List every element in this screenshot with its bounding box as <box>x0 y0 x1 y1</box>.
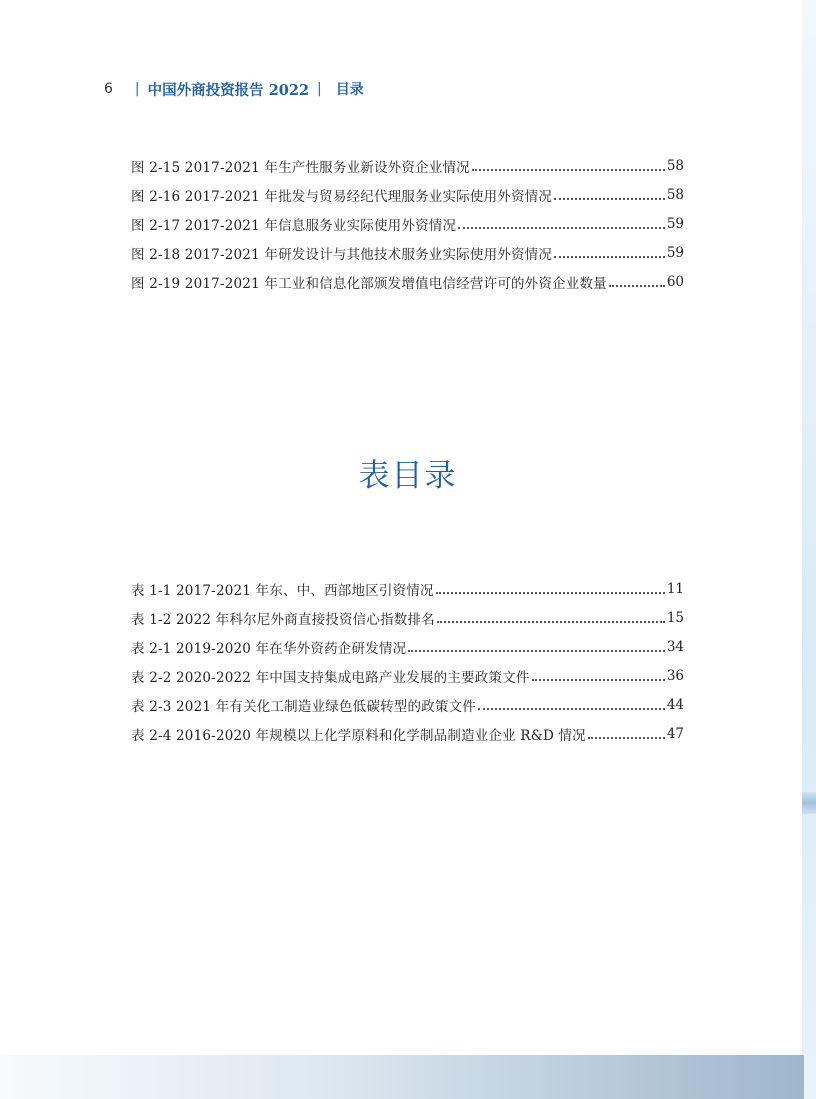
toc-entry-page: 34 <box>666 638 684 655</box>
toc-entry-page: 11 <box>666 580 684 597</box>
toc-entry-page: 58 <box>666 157 684 174</box>
toc-entry-label: 表 2-4 2016-2020 年规模以上化学原料和化学制品制造业企业 R&D 情况 <box>131 727 586 744</box>
toc-entry[interactable] <box>131 180 684 209</box>
toc-leader-dots <box>478 708 665 710</box>
toc-leader-dots <box>472 169 665 171</box>
section-title: 目录 <box>335 82 364 98</box>
toc-leader-dots <box>532 679 665 681</box>
toc-entry-label: 表 2-2 2020-2022 年中国支持集成电路产业发展的主要政策文件 <box>131 669 530 686</box>
toc-entry-label: 表 1-2 2022 年科尔尼外商直接投资信心指数排名 <box>131 611 435 628</box>
toc-leader-dots <box>437 621 665 623</box>
header-separator: | <box>317 81 322 97</box>
toc-leader-dots <box>458 227 665 229</box>
toc-entry-page: 44 <box>666 696 684 713</box>
toc-entry-label: 图 2-18 2017-2021 年研发设计与其他技术服务业实际使用外资情况 <box>131 246 553 263</box>
toc-entry-page: 36 <box>666 667 684 684</box>
toc-entry-page: 58 <box>666 186 684 203</box>
toc-entry-label: 表 2-1 2019-2020 年在华外资药企研发情况 <box>131 640 407 657</box>
toc-leader-dots <box>408 650 665 652</box>
report-title: 中国外商投资报告 2022 <box>147 81 310 99</box>
toc-entry[interactable] <box>131 574 684 603</box>
page-header <box>104 78 364 100</box>
toc-entry[interactable] <box>131 603 684 632</box>
toc-entry[interactable] <box>131 690 684 719</box>
tables-heading: 表目录 <box>358 458 458 494</box>
toc-entry-page: 47 <box>666 725 684 742</box>
header-separator: | <box>134 81 140 97</box>
toc-entry-label: 图 2-15 2017-2021 年生产性服务业新设外资企业情况 <box>131 159 470 176</box>
toc-entry-label: 图 2-17 2017-2021 年信息服务业实际使用外资情况 <box>131 217 457 234</box>
toc-leader-dots <box>436 592 665 594</box>
toc-entry-page: 59 <box>666 244 684 261</box>
toc-leader-dots <box>554 256 665 258</box>
toc-entry-label: 图 2-19 2017-2021 年工业和信息化部颁发增值电信经营许可的外资企业数量 <box>131 275 607 292</box>
toc-entry-page: 60 <box>666 273 684 290</box>
toc-entry[interactable] <box>131 632 684 661</box>
toc-entry-page: 15 <box>666 609 684 626</box>
toc-leader-dots <box>609 285 665 287</box>
toc-leader-dots <box>554 198 665 200</box>
table-toc-list <box>131 574 684 748</box>
toc-entry-label: 表 2-3 2021 年有关化工制造业绿色低碳转型的政策文件 <box>131 698 476 715</box>
toc-entry-page: 59 <box>666 215 684 232</box>
toc-leader-dots <box>588 737 665 739</box>
toc-entry[interactable] <box>131 267 684 296</box>
toc-entry[interactable] <box>131 719 684 748</box>
figure-toc-list <box>131 151 684 296</box>
toc-entry[interactable] <box>131 661 684 690</box>
page-number: 6 <box>104 81 113 97</box>
toc-entry-label: 图 2-16 2017-2021 年批发与贸易经纪代理服务业实际使用外资情况 <box>131 188 553 205</box>
toc-entry-label: 表 1-1 2017-2021 年东、中、西部地区引资情况 <box>131 582 434 599</box>
footer-band <box>0 1055 804 1099</box>
toc-entry[interactable] <box>131 238 684 267</box>
toc-entry[interactable] <box>131 209 684 238</box>
page-edge-marker <box>802 792 816 814</box>
toc-entry[interactable] <box>131 151 684 180</box>
page-edge-decoration <box>802 0 816 1099</box>
